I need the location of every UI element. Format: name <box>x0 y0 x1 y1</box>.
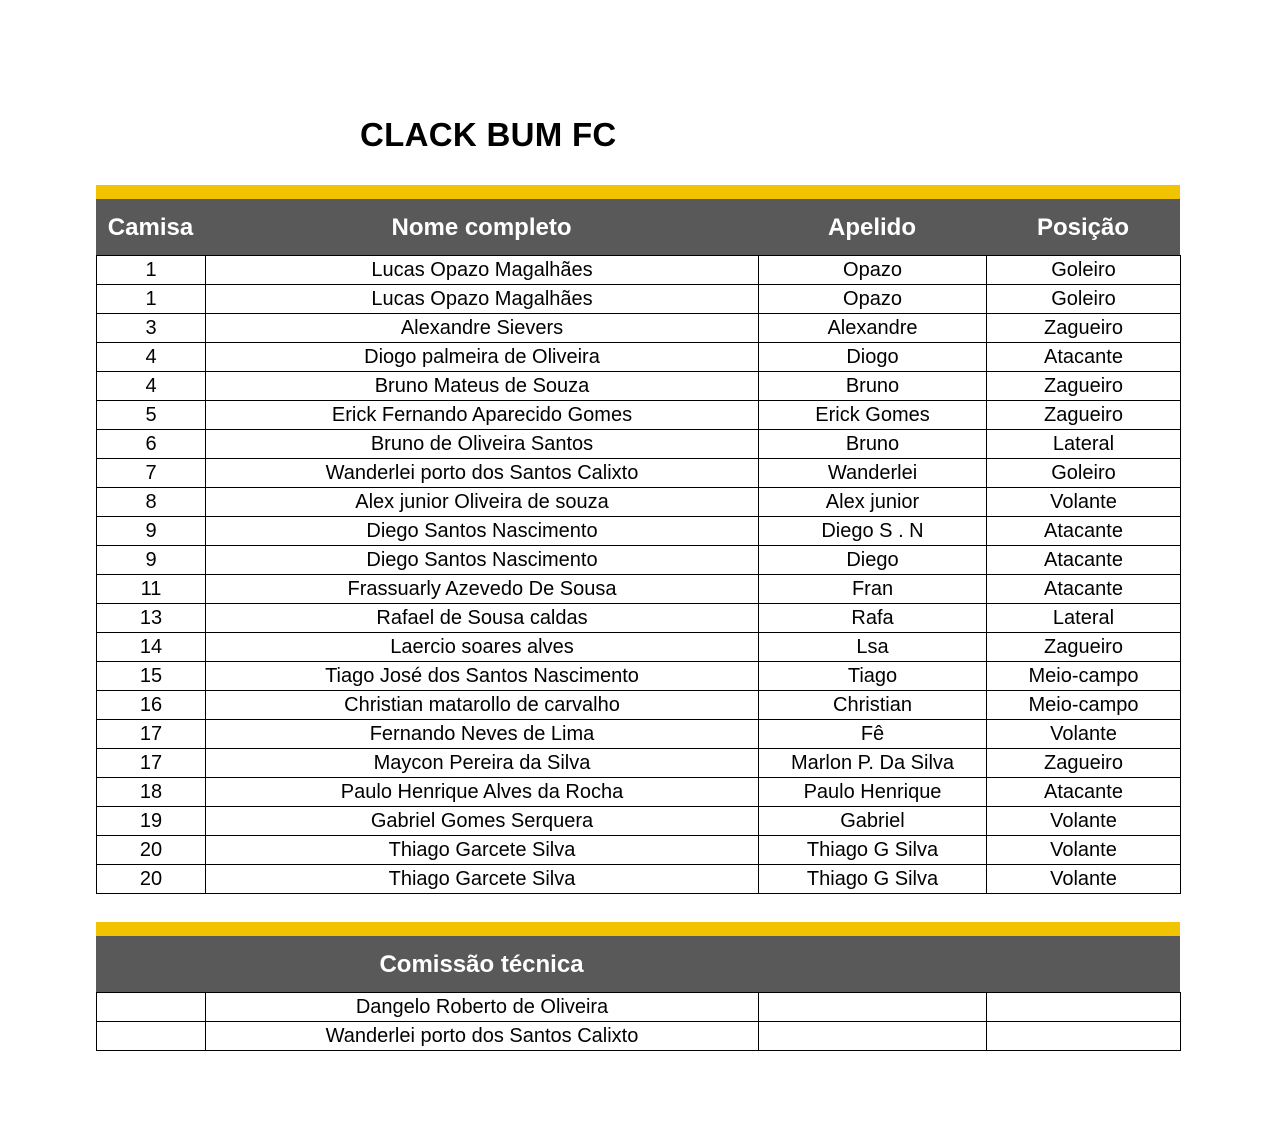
cell-apelido: Bruno <box>759 430 987 459</box>
cell-camisa: 1 <box>97 285 206 314</box>
cell-nome-completo: Gabriel Gomes Serquera <box>206 807 759 836</box>
cell-posicao: Volante <box>987 720 1181 749</box>
cell-apelido: Bruno <box>759 372 987 401</box>
cell-apelido: Wanderlei <box>759 459 987 488</box>
cell-camisa: 3 <box>97 314 206 343</box>
cell-camisa: 13 <box>97 604 206 633</box>
cell-nome-completo: Rafael de Sousa caldas <box>206 604 759 633</box>
header-nome-completo: Nome completo <box>391 214 572 241</box>
cell-posicao: Atacante <box>987 575 1181 604</box>
cell-camisa: 9 <box>97 517 206 546</box>
cell-nome-completo: Wanderlei porto dos Santos Calixto <box>206 459 759 488</box>
cell-nome-completo: Bruno de Oliveira Santos <box>206 430 759 459</box>
cell-camisa: 17 <box>97 720 206 749</box>
table-row <box>97 372 1181 401</box>
table-row <box>97 662 1181 691</box>
cell-nome-completo: Diego Santos Nascimento <box>206 517 759 546</box>
cell-posicao: Lateral <box>987 604 1181 633</box>
cell-camisa: 14 <box>97 633 206 662</box>
cell-nome-completo: Christian matarollo de carvalho <box>206 691 759 720</box>
cell-posicao: Goleiro <box>987 285 1181 314</box>
cell-camisa <box>97 1022 206 1051</box>
header-camisa: Camisa <box>107 214 194 241</box>
cell-apelido: Alex junior <box>759 488 987 517</box>
table-row <box>97 285 1181 314</box>
cell-posicao: Volante <box>987 836 1181 865</box>
cell-nome-completo: Diego Santos Nascimento <box>206 546 759 575</box>
cell-nome-completo: Laercio soares alves <box>206 633 759 662</box>
table-row <box>97 575 1181 604</box>
cell-camisa: 15 <box>97 662 206 691</box>
cell-apelido: Thiago G Silva <box>759 836 987 865</box>
cell-camisa: 5 <box>97 401 206 430</box>
table-row <box>97 807 1181 836</box>
cell-nome-completo: Alex junior Oliveira de souza <box>206 488 759 517</box>
cell-camisa: 8 <box>97 488 206 517</box>
cell-camisa: 9 <box>97 546 206 575</box>
cell-apelido: Marlon P. Da Silva <box>759 749 987 778</box>
cell-nome-completo: Diogo palmeira de Oliveira <box>206 343 759 372</box>
cell-apelido: Rafa <box>759 604 987 633</box>
staff-table <box>96 992 1181 1051</box>
cell-camisa: 20 <box>97 865 206 894</box>
cell-posicao: Meio-campo <box>987 691 1181 720</box>
cell-nome-completo: Erick Fernando Aparecido Gomes <box>206 401 759 430</box>
cell-camisa: 6 <box>97 430 206 459</box>
cell-apelido: Gabriel <box>759 807 987 836</box>
cell-posicao: Goleiro <box>987 459 1181 488</box>
roster-table <box>96 255 1181 894</box>
cell-apelido <box>759 1022 987 1051</box>
table-row <box>97 836 1181 865</box>
cell-posicao: Atacante <box>987 343 1181 372</box>
cell-posicao: Zagueiro <box>987 749 1181 778</box>
cell-camisa: 17 <box>97 749 206 778</box>
cell-nome-completo: Maycon Pereira da Silva <box>206 749 759 778</box>
cell-posicao: Atacante <box>987 517 1181 546</box>
cell-nome-completo: Wanderlei porto dos Santos Calixto <box>206 1022 759 1051</box>
cell-nome-completo: Bruno Mateus de Souza <box>206 372 759 401</box>
cell-camisa: 11 <box>97 575 206 604</box>
cell-apelido: Paulo Henrique <box>759 778 987 807</box>
table-row <box>97 430 1181 459</box>
cell-posicao: Goleiro <box>987 256 1181 285</box>
cell-camisa <box>97 993 206 1022</box>
cell-nome-completo: Paulo Henrique Alves da Rocha <box>206 778 759 807</box>
cell-apelido: Opazo <box>759 256 987 285</box>
cell-apelido: Opazo <box>759 285 987 314</box>
cell-posicao: Volante <box>987 807 1181 836</box>
cell-posicao: Zagueiro <box>987 314 1181 343</box>
cell-apelido: Thiago G Silva <box>759 865 987 894</box>
cell-camisa: 7 <box>97 459 206 488</box>
table-row <box>97 314 1181 343</box>
cell-posicao: Zagueiro <box>987 401 1181 430</box>
cell-nome-completo: Thiago Garcete Silva <box>206 865 759 894</box>
table-row <box>97 604 1181 633</box>
table-row <box>97 720 1181 749</box>
cell-posicao: Lateral <box>987 430 1181 459</box>
cell-posicao: Zagueiro <box>987 633 1181 662</box>
cell-camisa: 19 <box>97 807 206 836</box>
cell-nome-completo: Frassuarly Azevedo De Sousa <box>206 575 759 604</box>
cell-apelido: Christian <box>759 691 987 720</box>
cell-nome-completo: Lucas Opazo Magalhães <box>206 285 759 314</box>
table-row <box>97 778 1181 807</box>
cell-posicao: Meio-campo <box>987 662 1181 691</box>
header-posicao: Posição <box>1036 214 1130 241</box>
table-row <box>97 256 1181 285</box>
table-row <box>97 633 1181 662</box>
cell-posicao: Zagueiro <box>987 372 1181 401</box>
cell-apelido: Lsa <box>759 633 987 662</box>
cell-apelido: Diego S . N <box>759 517 987 546</box>
cell-apelido: Fran <box>759 575 987 604</box>
cell-apelido: Diego <box>759 546 987 575</box>
yellow-accent-bar <box>96 922 1180 936</box>
table-row <box>97 691 1181 720</box>
table-row <box>97 517 1181 546</box>
table-row <box>97 749 1181 778</box>
cell-nome-completo: Alexandre Sievers <box>206 314 759 343</box>
table-row <box>97 865 1181 894</box>
header-comissao-tecnica: Comissão técnica <box>379 951 584 978</box>
cell-apelido: Alexandre <box>759 314 987 343</box>
cell-apelido: Diogo <box>759 343 987 372</box>
table-row <box>97 546 1181 575</box>
cell-posicao <box>987 993 1181 1022</box>
cell-nome-completo: Fernando Neves de Lima <box>206 720 759 749</box>
cell-camisa: 1 <box>97 256 206 285</box>
cell-nome-completo: Lucas Opazo Magalhães <box>206 256 759 285</box>
roster-header-row <box>96 199 1180 255</box>
table-row <box>97 459 1181 488</box>
cell-camisa: 16 <box>97 691 206 720</box>
header-apelido: Apelido <box>828 214 916 241</box>
staff-table-block <box>96 922 1180 1051</box>
cell-camisa: 18 <box>97 778 206 807</box>
cell-posicao <box>987 1022 1181 1051</box>
cell-camisa: 4 <box>97 372 206 401</box>
cell-nome-completo: Thiago Garcete Silva <box>206 836 759 865</box>
cell-nome-completo: Tiago José dos Santos Nascimento <box>206 662 759 691</box>
table-row <box>97 993 1181 1022</box>
cell-apelido <box>759 993 987 1022</box>
cell-apelido: Tiago <box>759 662 987 691</box>
cell-posicao: Atacante <box>987 546 1181 575</box>
table-row <box>97 1022 1181 1051</box>
cell-apelido: Fê <box>759 720 987 749</box>
cell-apelido: Erick Gomes <box>759 401 987 430</box>
cell-posicao: Volante <box>987 488 1181 517</box>
roster-table-block <box>96 185 1180 894</box>
table-row <box>97 488 1181 517</box>
table-row <box>97 401 1181 430</box>
cell-camisa: 4 <box>97 343 206 372</box>
page-title: CLACK BUM FC <box>360 116 617 153</box>
staff-header-row <box>96 936 1180 992</box>
cell-nome-completo: Dangelo Roberto de Oliveira <box>206 993 759 1022</box>
cell-posicao: Atacante <box>987 778 1181 807</box>
table-row <box>97 343 1181 372</box>
yellow-accent-bar <box>96 185 1180 199</box>
cell-camisa: 20 <box>97 836 206 865</box>
cell-posicao: Volante <box>987 865 1181 894</box>
